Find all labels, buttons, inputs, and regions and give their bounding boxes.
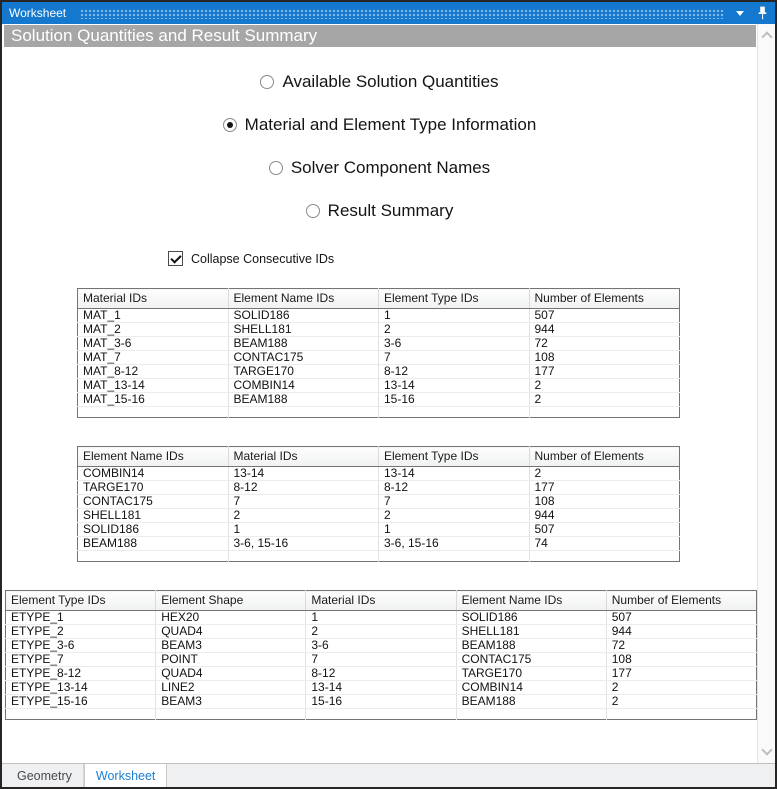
table-row[interactable] <box>78 379 680 393</box>
collapse-consecutive-ids-checkbox-row[interactable] <box>168 251 334 266</box>
worksheet-content <box>2 24 757 763</box>
table-row[interactable] <box>78 351 680 365</box>
column-header[interactable]: Element Type IDs <box>6 591 156 611</box>
tab-label: Geometry <box>17 768 72 783</box>
pin-icon[interactable] <box>758 6 767 20</box>
table-cell: BEAM188 <box>228 393 379 407</box>
empty-row <box>6 709 757 720</box>
material-ids-table <box>77 288 680 418</box>
table-cell: POINT <box>156 653 306 667</box>
table-cell: 13-14 <box>379 379 530 393</box>
table-cell: 1 <box>379 309 530 323</box>
table-cell: BEAM3 <box>156 639 306 653</box>
table-cell: 15-16 <box>306 695 456 709</box>
table-cell: 108 <box>529 351 680 365</box>
table-cell: 108 <box>529 495 680 509</box>
table-cell: 507 <box>606 611 756 625</box>
table-row[interactable] <box>6 611 757 625</box>
table-row[interactable] <box>78 523 680 537</box>
element-name-ids-table <box>77 446 680 562</box>
table-cell: 13-14 <box>228 467 379 481</box>
table-cell: 1 <box>379 523 530 537</box>
table-cell: COMBIN14 <box>78 467 229 481</box>
table-cell: ETYPE_1 <box>6 611 156 625</box>
table-cell: 2 <box>379 509 530 523</box>
table-cell: MAT_2 <box>78 323 229 337</box>
column-header[interactable]: Element Name IDs <box>78 447 229 467</box>
scroll-up-icon[interactable] <box>761 31 772 42</box>
table-row[interactable] <box>6 667 757 681</box>
table-cell: CONTAC175 <box>78 495 229 509</box>
view-mode-radio-group <box>2 71 757 222</box>
table-cell: 944 <box>529 509 680 523</box>
column-header[interactable]: Element Type IDs <box>379 289 530 309</box>
column-header[interactable]: Element Name IDs <box>456 591 606 611</box>
bottom-tab-bar <box>2 763 775 787</box>
table-cell: 74 <box>529 537 680 551</box>
table-row[interactable] <box>78 495 680 509</box>
table-cell: ETYPE_7 <box>6 653 156 667</box>
table-cell: SHELL181 <box>78 509 229 523</box>
table-cell: 2 <box>606 695 756 709</box>
vertical-scrollbar[interactable] <box>757 24 775 763</box>
table-row[interactable] <box>78 537 680 551</box>
table-cell: 2 <box>228 509 379 523</box>
table-row[interactable] <box>78 309 680 323</box>
table-cell: 2 <box>379 323 530 337</box>
table-cell: 8-12 <box>379 365 530 379</box>
radio-label: Available Solution Quantities <box>282 72 499 91</box>
table-cell: MAT_8-12 <box>78 365 229 379</box>
table-cell: 177 <box>529 481 680 495</box>
table-cell: MAT_7 <box>78 351 229 365</box>
radio-label: Material and Element Type Information <box>244 115 537 134</box>
radio-result-summary[interactable] <box>306 200 454 222</box>
dropdown-arrow-icon[interactable] <box>736 11 744 16</box>
table-cell: SHELL181 <box>456 625 606 639</box>
table-cell: SOLID186 <box>456 611 606 625</box>
table-cell: 2 <box>606 681 756 695</box>
table-cell: 3-6, 15-16 <box>379 537 530 551</box>
table-cell: 15-16 <box>379 393 530 407</box>
table-cell: 8-12 <box>228 481 379 495</box>
table-cell: 3-6, 15-16 <box>228 537 379 551</box>
table-cell: 7 <box>306 653 456 667</box>
table-row[interactable] <box>6 639 757 653</box>
radio-icon[interactable] <box>269 161 283 175</box>
table-cell: 13-14 <box>306 681 456 695</box>
table-cell: 8-12 <box>379 481 530 495</box>
table-cell: TARGE170 <box>228 365 379 379</box>
table-cell: ETYPE_13-14 <box>6 681 156 695</box>
tab-worksheet[interactable] <box>84 764 168 787</box>
column-header[interactable]: Material IDs <box>306 591 456 611</box>
radio-label: Solver Component Names <box>290 158 491 177</box>
table-cell: 3-6 <box>306 639 456 653</box>
table-row[interactable] <box>6 681 757 695</box>
radio-available-solution-quantities[interactable] <box>260 71 498 93</box>
table-cell: 72 <box>606 639 756 653</box>
table-cell: BEAM188 <box>456 695 606 709</box>
table-cell: SOLID186 <box>78 523 229 537</box>
column-header[interactable]: Number of Elements <box>529 447 680 467</box>
element-type-ids-table <box>5 590 757 720</box>
table-cell: COMBIN14 <box>228 379 379 393</box>
table-cell: 944 <box>606 625 756 639</box>
radio-solver-component-names[interactable] <box>269 157 490 179</box>
column-header[interactable]: Element Type IDs <box>379 447 530 467</box>
table-cell: 2 <box>529 393 680 407</box>
table-cell: BEAM3 <box>156 695 306 709</box>
table-cell: 2 <box>306 625 456 639</box>
table-cell: MAT_15-16 <box>78 393 229 407</box>
radio-material-and-element-type-information[interactable] <box>223 114 537 136</box>
table-row[interactable] <box>6 653 757 667</box>
column-header[interactable]: Element Name IDs <box>228 289 379 309</box>
column-header[interactable]: Material IDs <box>78 289 229 309</box>
tab-geometry[interactable] <box>6 764 84 787</box>
radio-icon[interactable] <box>306 204 320 218</box>
table-cell: MAT_1 <box>78 309 229 323</box>
table-cell: 507 <box>529 523 680 537</box>
table-cell: QUAD4 <box>156 667 306 681</box>
table-cell: QUAD4 <box>156 625 306 639</box>
table-cell: 72 <box>529 337 680 351</box>
empty-row <box>78 407 680 418</box>
table-cell: SHELL181 <box>228 323 379 337</box>
table-cell: 7 <box>228 495 379 509</box>
column-header[interactable]: Element Shape <box>156 591 306 611</box>
table-cell: BEAM188 <box>456 639 606 653</box>
table-cell: 7 <box>379 351 530 365</box>
panel-titlebar[interactable] <box>2 2 775 24</box>
table-row[interactable] <box>78 481 680 495</box>
column-header[interactable]: Material IDs <box>228 447 379 467</box>
table-cell: BEAM188 <box>78 537 229 551</box>
table-cell: CONTAC175 <box>228 351 379 365</box>
radio-icon[interactable] <box>260 75 274 89</box>
table-cell: 507 <box>529 309 680 323</box>
table-cell: 8-12 <box>306 667 456 681</box>
radio-icon[interactable] <box>223 118 237 132</box>
checkbox-icon[interactable] <box>168 251 183 266</box>
table-cell: ETYPE_3-6 <box>6 639 156 653</box>
panel-title: Worksheet <box>9 6 67 20</box>
table-cell: ETYPE_2 <box>6 625 156 639</box>
table-cell: 3-6 <box>379 337 530 351</box>
table-row[interactable] <box>78 467 680 481</box>
empty-row <box>78 551 680 562</box>
table-cell: TARGE170 <box>78 481 229 495</box>
table-cell: MAT_13-14 <box>78 379 229 393</box>
table-cell: 177 <box>606 667 756 681</box>
table-row[interactable] <box>78 365 680 379</box>
tab-label: Worksheet <box>95 768 156 783</box>
table-cell: ETYPE_8-12 <box>6 667 156 681</box>
column-header[interactable]: Number of Elements <box>529 289 680 309</box>
table-cell: MAT_3-6 <box>78 337 229 351</box>
table-cell: SOLID186 <box>228 309 379 323</box>
table-cell: 2 <box>529 467 680 481</box>
table-row[interactable] <box>78 393 680 407</box>
table-cell: 13-14 <box>379 467 530 481</box>
table-cell: COMBIN14 <box>456 681 606 695</box>
table-cell: 177 <box>529 365 680 379</box>
table-cell: 944 <box>529 323 680 337</box>
page-title: Solution Quantities and Result Summary <box>4 25 756 47</box>
table-row[interactable] <box>78 323 680 337</box>
table-cell: ETYPE_15-16 <box>6 695 156 709</box>
table-cell: 108 <box>606 653 756 667</box>
table-cell: 1 <box>306 611 456 625</box>
table-cell: 7 <box>379 495 530 509</box>
checkbox-label: Collapse Consecutive IDs <box>191 251 335 266</box>
table-cell: BEAM188 <box>228 337 379 351</box>
table-row[interactable] <box>6 625 757 639</box>
table-cell: CONTAC175 <box>456 653 606 667</box>
drag-handle-dots[interactable] <box>80 9 724 19</box>
table-row[interactable] <box>78 509 680 523</box>
table-cell: TARGE170 <box>456 667 606 681</box>
column-header[interactable]: Number of Elements <box>606 591 756 611</box>
table-cell: 1 <box>228 523 379 537</box>
scroll-down-icon[interactable] <box>761 744 772 755</box>
radio-label: Result Summary <box>327 201 454 220</box>
table-row[interactable] <box>78 337 680 351</box>
table-cell: 2 <box>529 379 680 393</box>
table-row[interactable] <box>6 695 757 709</box>
table-cell: LINE2 <box>156 681 306 695</box>
table-cell: HEX20 <box>156 611 306 625</box>
